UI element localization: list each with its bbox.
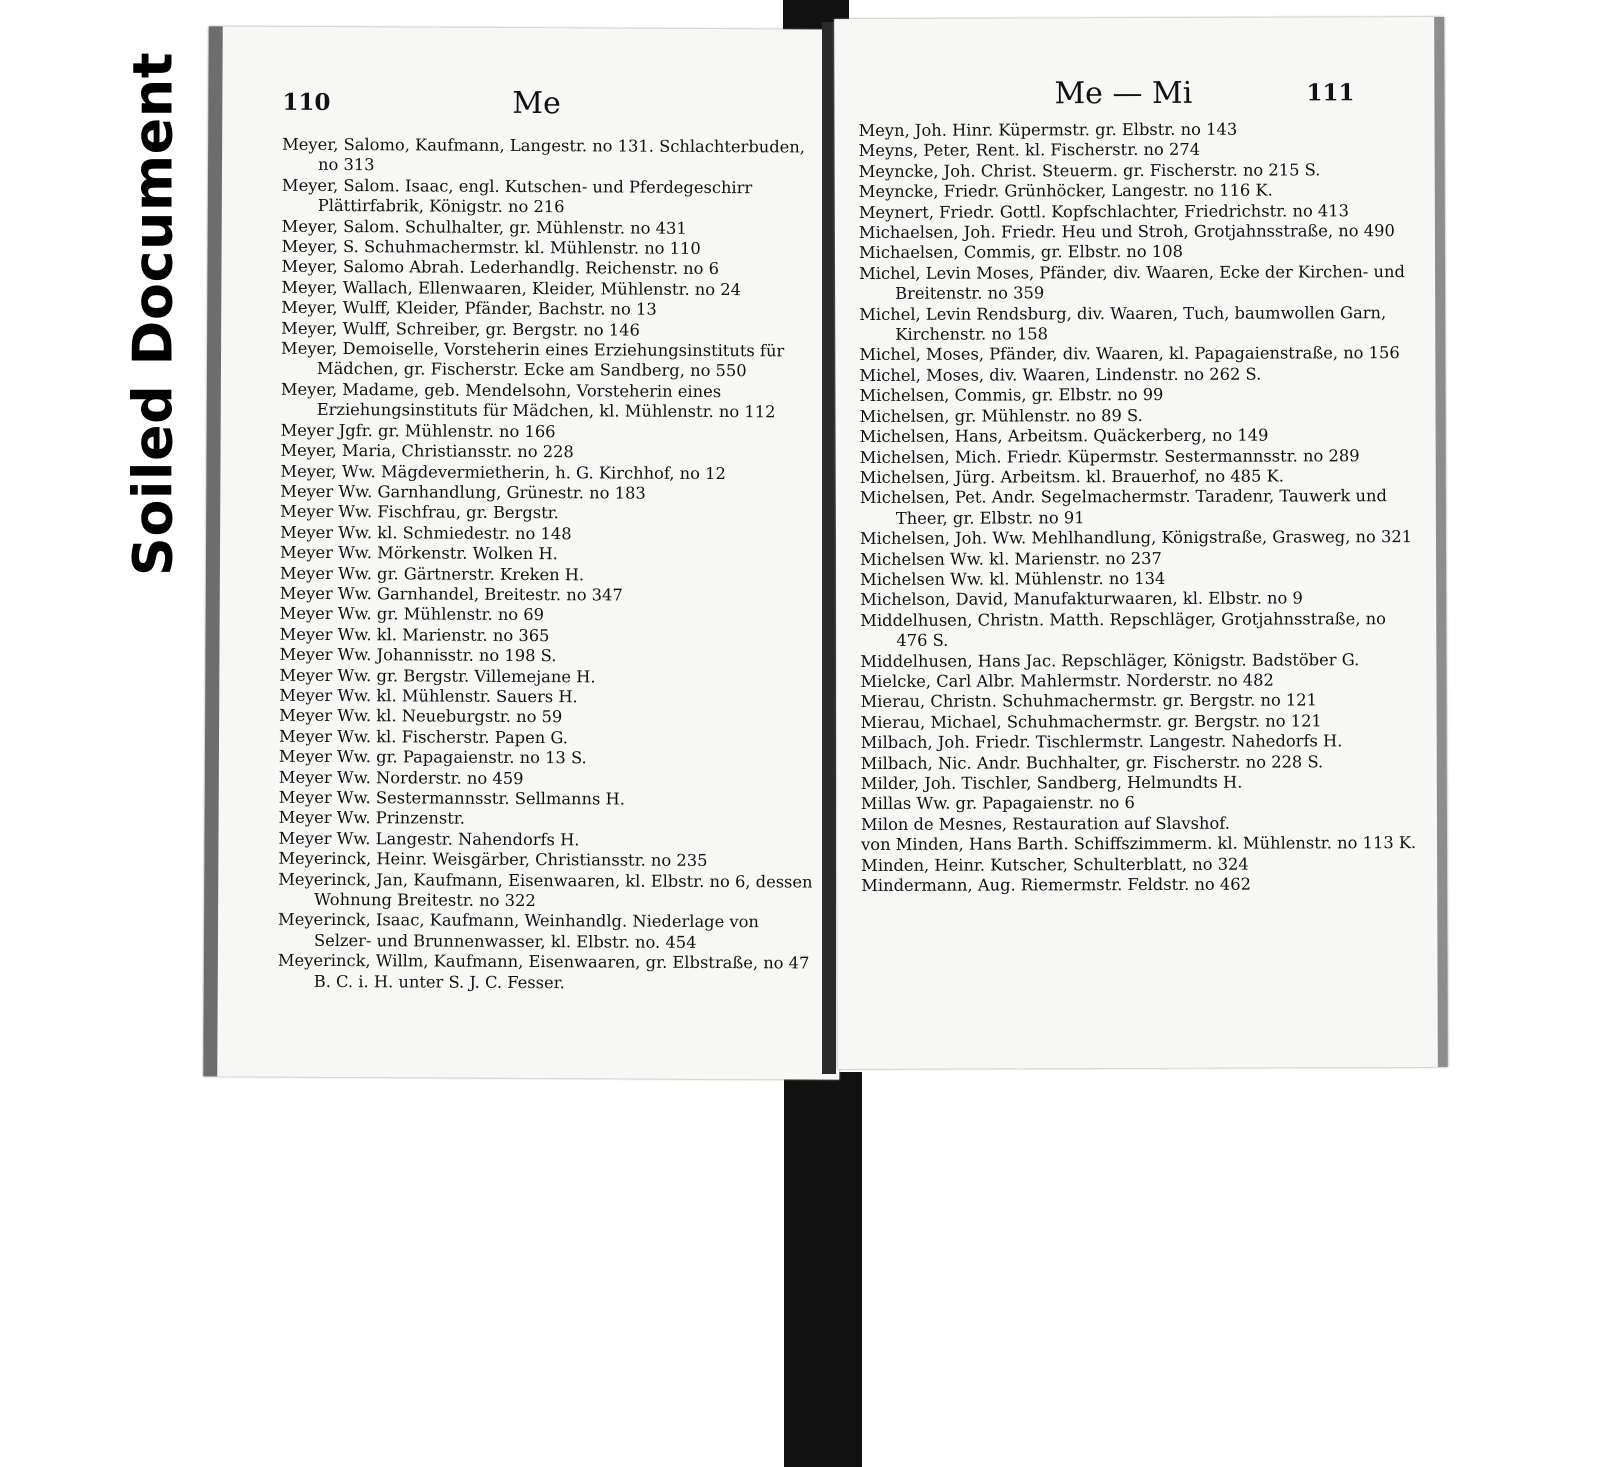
directory-entry: Meyncke, Joh. Christ. Steuerm. gr. Fischerstr. no 215 S. xyxy=(858,160,1321,181)
directory-entry: Meyer Ww. gr. Bergstr. Villemejane H. xyxy=(279,665,596,686)
directory-entry: Meyer, Wulff, Kleider, Pfänder, Bachstr. no 13 xyxy=(281,297,657,319)
left-entry-list xyxy=(278,135,822,995)
directory-entry: Michelson, David, Manufakturwaaren, kl. Elbstr. no 9 xyxy=(860,588,1303,610)
directory-entry: Meyer, Salom. Schulhalter, gr. Mühlenstr. no 431 xyxy=(281,216,687,238)
directory-entry: Meyer Ww. gr. Papagaienstr. no 13 S. xyxy=(278,746,587,768)
left-page-heading: Me xyxy=(512,85,561,122)
directory-entry: von Minden, Hans Barth. Schiffszimmerm. kl. Mühlenstr. no 113 K. xyxy=(861,833,1417,855)
directory-entry: Michaelsen, Commis, gr. Elbstr. no 108 xyxy=(858,242,1184,263)
directory-entry: Meyncke, Friedr. Grünhöcker, Langestr. no 116 K. xyxy=(858,180,1273,202)
directory-entry: Michelsen, gr. Mühlenstr. no 89 S. xyxy=(859,405,1143,426)
directory-entry: Meyer, Wulff, Schreiber, gr. Bergstr. no 146 xyxy=(281,318,640,340)
directory-entry: Milon de Mesnes, Restauration auf Slavshof. xyxy=(860,813,1230,834)
directory-entry: Mielcke, Carl Albr. Mahlermstr. Norderstr. no 482 xyxy=(860,670,1274,691)
directory-entry: Meyer Ww. Prinzenstr. xyxy=(278,808,466,829)
directory-entry: Meyns, Peter, Rent. kl. Fischerstr. no 274 xyxy=(858,140,1201,161)
directory-entry: Meyer Ww. kl. Neueburgstr. no 59 xyxy=(279,706,563,727)
directory-entry: Meyerinck, Isaac, Kaufmann, Weinhandlg. Niederlage von Selzer- und Brunnenwasser, kl. Elbstr. no. 454 xyxy=(278,910,759,952)
directory-entry: Meyer, Demoiselle, Vorsteherin eines Erziehungsinstituts für Mädchen, gr. Fischerstr. Ecke am Sandberg, no 550 xyxy=(281,338,785,381)
directory-entry: Meyer, Wallach, Ellenwaaren, Kleider, Mühlenstr. no 24 xyxy=(281,277,742,299)
directory-entry: Michelsen, Commis, gr. Elbstr. no 99 xyxy=(859,385,1164,406)
left-page-number: 110 xyxy=(282,88,331,116)
directory-entry: Meyer Ww. Johannisstr. no 198 S. xyxy=(279,644,557,666)
directory-entry: Meyer Ww. Langestr. Nahendorfs H. xyxy=(278,828,580,850)
directory-entry: Meyer Ww. Garnhandlung, Grünestr. no 183 xyxy=(280,481,646,503)
directory-entry: Meyer Ww. Garnhandel, Breitestr. no 347 xyxy=(279,583,623,605)
right-entry-list xyxy=(859,119,1422,896)
directory-entry: Meyer Ww. Fischfrau, gr. Bergstr. xyxy=(280,502,559,523)
right-page xyxy=(834,17,1448,1069)
bookmark-ribbon-bottom xyxy=(784,1072,862,1467)
directory-entry: Milder, Joh. Tischler, Sandberg, Helmundts H. xyxy=(860,772,1243,793)
directory-entry: Michelsen, Joh. Ww. Mehlhandlung, Königstraße, Grasweg, no 321 xyxy=(859,527,1413,549)
stamp-text: Soiled Document xyxy=(121,51,185,577)
directory-entry: Meyer, Ww. Mägdevermietherin, h. G. Kirchhof, no 12 xyxy=(280,461,726,483)
directory-entry: Millas Ww. gr. Papagaienstr. no 6 xyxy=(860,793,1135,814)
left-page xyxy=(203,26,844,1079)
directory-entry: Michelsen, Pet. Andr. Segelmachermstr. Taradenr, Tauwerk und Theer, gr. Elbstr. no 91 xyxy=(859,486,1387,528)
directory-entry: Mierau, Christn. Schuhmachermstr. gr. Bergstr. no 121 xyxy=(860,690,1318,712)
directory-entry: Meyer Ww. Mörkenstr. Wolken H. xyxy=(279,542,558,564)
directory-entry: Michelsen, Jürg. Arbeitsm. kl. Brauerhof, no 485 K. xyxy=(859,466,1284,487)
directory-entry: Meyer Ww. kl. Marienstr. no 365 xyxy=(279,624,550,645)
directory-entry: Meyer Ww. kl. Mühlenstr. Sauers H. xyxy=(279,685,578,707)
directory-entry: Meynert, Friedr. Gottl. Kopfschlachter, Friedrichstr. no 413 xyxy=(858,200,1350,222)
directory-entry: Michelsen, Hans, Arbeitsm. Quäckerberg, no 149 xyxy=(859,425,1269,447)
directory-entry: Michelsen Ww. kl. Mühlenstr. no 134 xyxy=(860,568,1166,589)
right-page-number: 111 xyxy=(1306,79,1355,107)
directory-entry: Meyn, Joh. Hinr. Küpermstr. gr. Elbstr. no 143 xyxy=(858,119,1238,140)
directory-entry: Middelhusen, Hans Jac. Repschläger, Königstr. Badstöber G. xyxy=(860,649,1360,671)
directory-entry: Meyer, Salomo Abrah. Lederhandlg. Reichenstr. no 6 xyxy=(281,257,720,279)
directory-entry: Milbach, Nic. Andr. Buchhalter, gr. Fischerstr. no 228 S. xyxy=(860,751,1324,773)
directory-entry: Meyer, S. Schuhmachermstr. kl. Mühlenstr. no 110 xyxy=(281,236,701,258)
directory-entry: Meyer Ww. Sestermannsstr. Sellmanns H. xyxy=(278,787,625,809)
directory-entry: Meyer Ww. gr. Mühlenstr. no 69 xyxy=(279,604,545,625)
directory-entry: Michel, Moses, div. Waaren, Lindenstr. no 262 S. xyxy=(859,364,1262,385)
directory-entry: Middelhusen, Christn. Matth. Repschläger, Grotjahnsstraße, no 476 S. xyxy=(860,608,1386,651)
directory-entry: Michel, Moses, Pfänder, div. Waaren, kl. Papagaienstraße, no 156 xyxy=(859,343,1400,365)
directory-entry: Meyer Ww. Norderstr. no 459 xyxy=(278,767,524,788)
directory-entry: Meyer Ww. kl. Schmiedestr. no 148 xyxy=(280,522,572,543)
directory-entry: Meyer Jgfr. gr. Mühlenstr. no 166 xyxy=(280,420,556,441)
directory-entry: Meyerinck, Willm, Kaufmann, Eisenwaaren, gr. Elbstraße, no 47 B. C. i. H. unter S. J. C. Fesser. xyxy=(277,950,810,992)
directory-entry: Mindermann, Aug. Riemermstr. Feldstr. no 462 xyxy=(861,874,1252,896)
right-page-heading: Me — Mi xyxy=(1054,75,1193,112)
directory-entry: Michel, Levin Moses, Pfänder, div. Waaren, Ecke der Kirchen- und Breitenstr. no 359 xyxy=(859,261,1405,304)
directory-entry: Meyer, Madame, geb. Mendelsohn, Vorsteherin eines Erziehungsinstituts für Mädchen, kl. Mühlenstr. no 112 xyxy=(280,379,776,422)
directory-entry: Meyer, Salomo, Kaufmann, Langestr. no 131. Schlachterbuden, no 313 xyxy=(282,134,806,175)
soiled-document-stamp xyxy=(118,51,188,577)
directory-entry: Meyer, Salom. Isaac, engl. Kutschen- und Pferdegeschirr Plättirfabrik, Königstr. no 216 xyxy=(281,175,753,217)
directory-entry: Michaelsen, Joh. Friedr. Heu und Stroh, Grotjahnsstraße, no 490 xyxy=(858,221,1395,243)
directory-entry: Meyer Ww. gr. Gärtnerstr. Kreken H. xyxy=(279,563,585,584)
directory-entry: Minden, Heinr. Kutscher, Schulterblatt, no 324 xyxy=(861,854,1249,875)
directory-entry: Meyer, Maria, Christiansstr. no 228 xyxy=(280,440,574,462)
directory-entry: Meyerinck, Heinr. Weisgärber, Christiansstr. no 235 xyxy=(278,848,708,871)
directory-entry: Meyerinck, Jan, Kaufmann, Eisenwaaren, kl. Elbstr. no 6, dessen Wohnung Breitestr. no 322 xyxy=(278,869,813,911)
directory-entry: Michelsen Ww. kl. Marienstr. no 237 xyxy=(860,548,1162,569)
directory-entry: Michel, Levin Rendsburg, div. Waaren, Tuch, baumwollen Garn, Kirchenstr. no 158 xyxy=(859,302,1387,344)
directory-entry: Milbach, Joh. Friedr. Tischlermstr. Langestr. Nahedorfs H. xyxy=(860,731,1343,753)
directory-entry: Michelsen, Mich. Friedr. Küpermstr. Sestermannsstr. no 289 xyxy=(859,445,1360,467)
directory-entry: Mierau, Michael, Schuhmachermstr. gr. Bergstr. no 121 xyxy=(860,711,1322,732)
directory-entry: Meyer Ww. kl. Fischerstr. Papen G. xyxy=(278,726,569,748)
